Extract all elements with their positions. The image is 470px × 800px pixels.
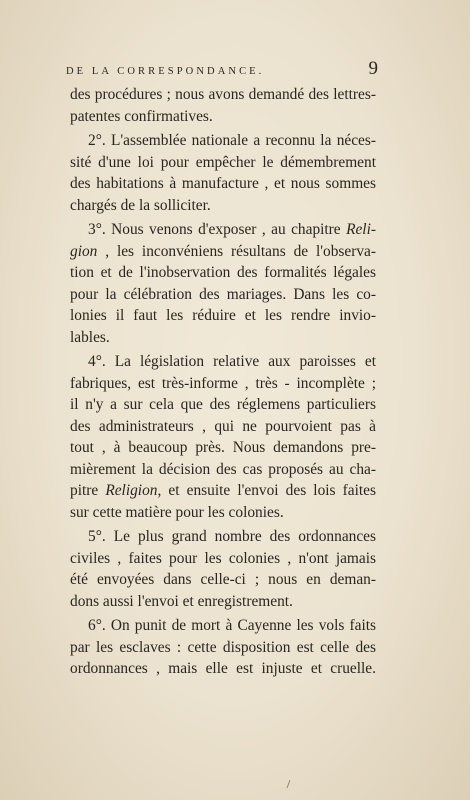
paragraph-5: [70, 526, 376, 612]
text-line: tion et de l'inobservation des formalités légales: [70, 264, 376, 281]
paragraph-1: [70, 84, 376, 127]
text-line: des habitations à manufacture , et nous sommes: [70, 175, 376, 192]
paragraph-4: [70, 351, 376, 523]
text-line: dons aussi l'envoi et enregistrement.: [70, 592, 293, 610]
running-title: DE LA CORRESPONDANCE.: [66, 66, 265, 77]
text-line: pitre Religion, et ensuite l'envoi des lois faites: [70, 482, 376, 499]
text-line: 3°. Nous venons d'exposer , au chapitre Reli-: [88, 221, 376, 238]
text-line: 5°. Le plus grand nombre des ordonnances: [88, 528, 376, 545]
paragraph-2: [70, 130, 376, 216]
text-line: 2°. L'assemblée nationale a reconnu la néces-: [88, 132, 376, 149]
text-line: patentes confirmatives.: [70, 107, 213, 125]
text-line: ordonnances , mais elle est injuste et cruelle.: [70, 660, 376, 677]
text-line: lables.: [70, 328, 110, 346]
text-line: chargés de la solliciter.: [70, 196, 211, 214]
text-line: il n'y a sur cela que des réglemens particuliers: [70, 396, 376, 413]
text-line: fabriques, est très-informe , très - incomplète ;: [70, 374, 376, 392]
text-line: 4°. La législation relative aux paroisses et: [88, 353, 376, 370]
text-line: des administrateurs , qui ne pourvoient pas à: [70, 417, 376, 435]
text-line: sur cette matière pour les colonies.: [70, 503, 284, 521]
text-line: civiles , faites pour les colonies , n'ont jamais: [70, 549, 376, 567]
text-line: sité d'une loi pour empêcher le démembrement: [70, 153, 376, 171]
text-line: mièrement la décision des cas proposés au cha-: [70, 460, 376, 478]
text-line: été envoyées dans celle-ci ; nous en deman-: [70, 571, 376, 588]
text-line: par les esclaves : cette disposition est celle des: [70, 638, 376, 656]
paragraph-3: [70, 219, 376, 348]
page-header: [66, 58, 378, 84]
printer-mark: [287, 780, 291, 788]
text-line: lonies il faut les réduire et les rendre invio-: [70, 307, 376, 324]
paragraph-6: [70, 615, 376, 680]
text-line: des procédures ; nous avons demandé des lettres-: [70, 86, 376, 103]
text-line: pour la célébration des mariages. Dans les co-: [70, 285, 376, 303]
text-line: gion , les inconvéniens résultans de l'observa-: [70, 242, 376, 260]
body-text: [70, 84, 376, 680]
text-line: tout , à beaucoup près. Nous demandons pre-: [70, 439, 376, 456]
text-line: 6°. On punit de mort à Cayenne les vols faits: [88, 617, 376, 634]
page-number: 9: [368, 58, 378, 79]
